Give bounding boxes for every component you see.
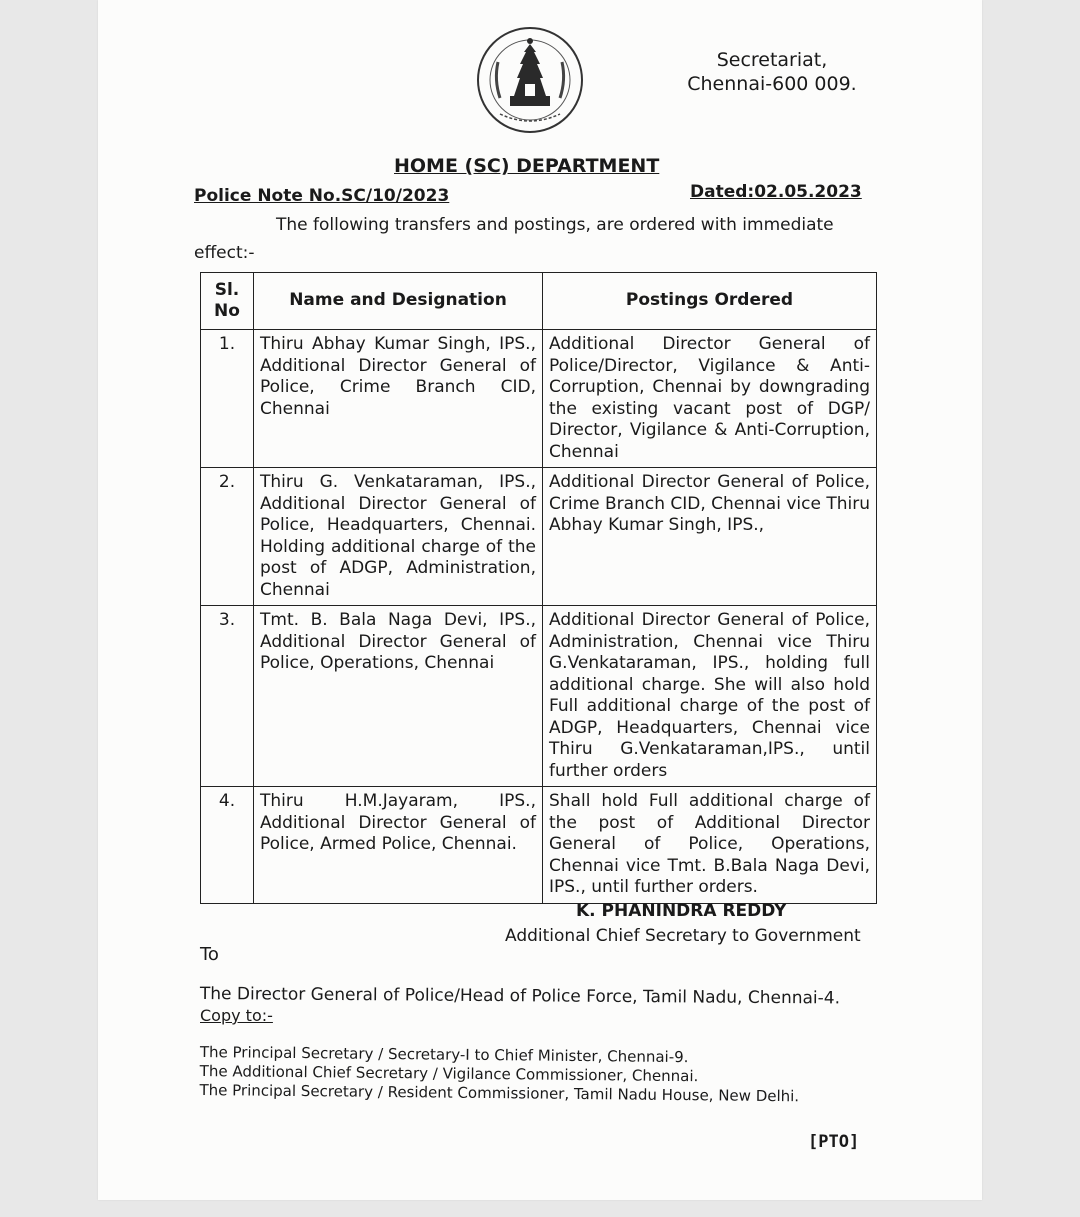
row-name-designation: Thiru Abhay Kumar Singh, IPS., Additional Director General of Police, Crime Branch CID, Chennai <box>254 330 543 468</box>
row-serial: 3. <box>201 606 254 787</box>
row-name-designation: Thiru H.M.Jayaram, IPS., Additional Director General of Police, Armed Police, Chennai. <box>254 787 543 904</box>
transfer-orders-table <box>200 272 877 904</box>
sl-no-header <box>201 273 254 330</box>
row-serial: 1. <box>201 330 254 468</box>
note-date: Dated:02.05.2023 <box>690 182 862 202</box>
row-posting-ordered: Shall hold Full additional charge of the post of Additional Director General of Police, Operations, Chennai vice Tmt. B.Bala Naga Devi, IPS., until further orders. <box>543 787 877 904</box>
row-serial: 2. <box>201 468 254 606</box>
police-note-number: Police Note No.SC/10/2023 <box>194 186 450 206</box>
table-header-row <box>201 273 877 330</box>
sl-header-line-1: Sl. <box>214 279 240 300</box>
row-name-designation: Thiru G. Venkataraman, IPS., Additional Director General of Police, Headquarters, Chennai. Holding additional charge of the post of ADGP, Administration, Chennai <box>254 468 543 606</box>
row-posting-ordered: Additional Director General of Police, Administration, Chennai vice Thiru G.Venkataraman, IPS., holding full additional charge. She will also hold Full additional charge of the post of ADGP, Headquarters, Chennai vice Thiru G.Venkataraman,IPS., until further orders <box>543 606 877 787</box>
intro-line-1: The following transfers and postings, are ordered with immediate <box>276 215 834 235</box>
pto-marker: [PTO] <box>808 1132 860 1152</box>
table-row <box>201 787 877 904</box>
department-heading: HOME (SC) DEPARTMENT <box>394 155 660 177</box>
address-line-1: Secretariat, <box>716 49 828 71</box>
name-designation-header: Name and Designation <box>254 273 543 330</box>
postings-ordered-header: Postings Ordered <box>543 273 877 330</box>
row-posting-ordered: Additional Director General of Police/Director, Vigilance & Anti-Corruption, Chennai by downgrading the existing vacant post of DGP/ Director, Vigilance & Anti-Corruption, Chennai <box>543 330 877 468</box>
sl-header-line-2: No <box>214 301 240 321</box>
row-posting-ordered: Additional Director General of Police, Crime Branch CID, Chennai vice Thiru Abhay Kumar Singh, IPS., <box>543 468 877 606</box>
row-name-designation: Tmt. B. Bala Naga Devi, IPS., Additional Director General of Police, Operations, Chennai <box>254 606 543 787</box>
table-row <box>201 330 877 468</box>
signatory-title: Additional Chief Secretary to Government <box>505 926 861 946</box>
to-label: To <box>200 944 219 965</box>
copy-recipient: The Additional Chief Secretary / Vigilance Commissioner, Chennai. <box>199 1061 699 1086</box>
copy-recipient: The Principal Secretary / Secretary-I to Chief Minister, Chennai-9. <box>199 1043 689 1067</box>
addressee: The Director General of Police/Head of Police Force, Tamil Nadu, Chennai-4. <box>199 984 841 1009</box>
signatory-name: K. PHANINDRA REDDY <box>576 901 787 921</box>
tamil-nadu-emblem <box>470 22 590 142</box>
office-address <box>672 48 872 96</box>
copy-to-label: Copy to:- <box>200 1006 273 1025</box>
address-line-2: Chennai-600 009. <box>687 73 857 95</box>
copy-recipient: The Principal Secretary / Resident Commissioner, Tamil Nadu House, New Delhi. <box>199 1080 800 1106</box>
table-row <box>201 468 877 606</box>
intro-line-2: effect:- <box>194 243 255 263</box>
copy-recipients <box>199 1043 799 1106</box>
table-row <box>201 606 877 787</box>
row-serial: 4. <box>201 787 254 904</box>
